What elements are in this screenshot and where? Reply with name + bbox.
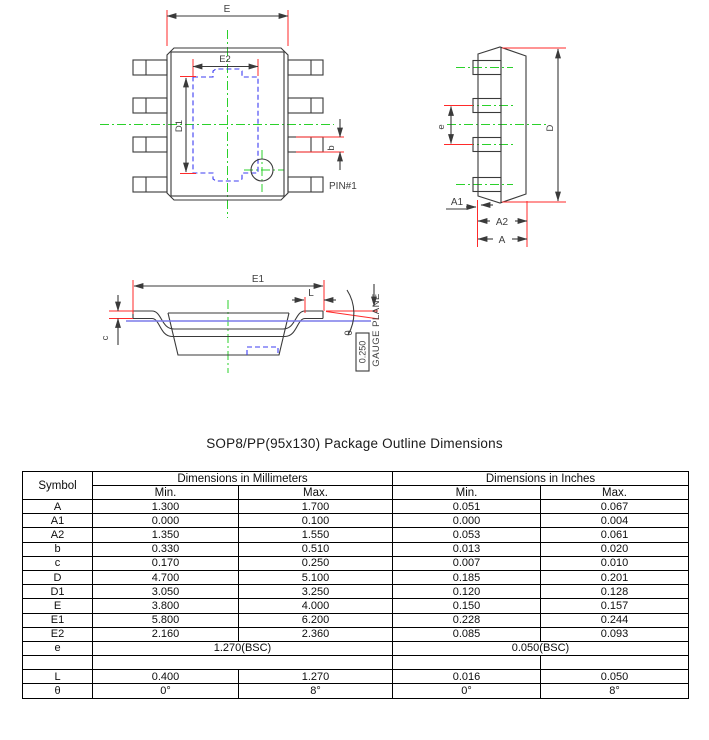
table-cell: 5.100 [239,570,393,584]
table-cell [23,656,93,670]
dim-label-D1: D1 [174,119,185,133]
table-cell: D [23,570,93,584]
pin1-label: PIN#1 [329,181,357,192]
table-cell: θ [23,684,93,698]
table-cell: 0.120 [393,585,541,599]
table-cell: 3.050 [93,585,239,599]
table-cell: 0.050 [541,670,689,684]
table-cell: 4.700 [93,570,239,584]
table-cell: 0.051 [393,500,541,514]
dim-label-theta: θ [344,330,355,336]
table-cell: 0.185 [393,570,541,584]
table-cell: 1.300 [93,500,239,514]
side-pins [473,61,501,192]
table-row [23,599,689,613]
table-cell: 0.330 [93,542,239,556]
table-cell: e [23,641,93,655]
table-cell [93,656,393,670]
dim-E-extensions [167,10,288,46]
table-cell: 1.550 [239,528,393,542]
dim-label-b: b [326,145,337,151]
table-cell: 6.200 [239,613,393,627]
table-cell: A [23,500,93,514]
table-row-e [23,641,689,655]
dim-label-A1: A1 [450,197,464,208]
dim-label-D: D [545,124,556,132]
table-cell: 0° [393,684,541,698]
dim-label-c: c [100,335,111,341]
hidden-feature-dashed [247,347,278,355]
table-cell: D1 [23,585,93,599]
table-cell: A1 [23,514,93,528]
table-cell: 2.360 [239,627,393,641]
left-pins [133,60,167,192]
table-row [23,613,689,627]
table-cell: 0.013 [393,542,541,556]
table-header-row [23,472,689,486]
side-view-drawing [436,47,566,247]
gauge-plane-label: GAUGE PLANE [371,293,382,367]
table-cell: L [23,670,93,684]
table-cell: 0.085 [393,627,541,641]
header-mm-max: Max. [239,486,393,500]
table-cell: 2.160 [93,627,239,641]
table-row [23,670,689,684]
dim-label-E2: E2 [219,54,231,65]
table-cell: 0.093 [541,627,689,641]
table-cell: 0.250 [239,556,393,570]
table-cell: 0.007 [393,556,541,570]
table-row-blank [23,656,689,670]
table-cell: 0.000 [393,514,541,528]
table-row [23,627,689,641]
header-in-group: Dimensions in Inches [393,472,689,486]
header-mm-group: Dimensions in Millimeters [93,472,393,486]
dim-c-extensions [109,311,133,319]
table-row [23,684,689,698]
table-row [23,514,689,528]
header-in-max: Max. [541,486,689,500]
table-cell: 8° [541,684,689,698]
right-pins [288,60,323,192]
table-cell: A2 [23,528,93,542]
dim-label-E: E [223,4,231,15]
table-subheader-row [23,486,689,500]
dim-label-L: L [308,288,314,299]
top-view-centerlines [100,30,334,218]
table-cell-bsc-mm: 1.270(BSC) [93,641,393,655]
table-cell: 1.270 [239,670,393,684]
table-cell: E1 [23,613,93,627]
table-cell: 0.000 [93,514,239,528]
page-title: SOP8/PP(95x130) Package Outline Dimensions [206,436,503,451]
table-cell: 0.150 [393,599,541,613]
table-cell: 0.510 [239,542,393,556]
table-cell: 0.244 [541,613,689,627]
table-row [23,528,689,542]
header-mm-min: Min. [93,486,239,500]
table-cell: 0.067 [541,500,689,514]
table-row [23,556,689,570]
dim-label-e: e [436,124,447,130]
table-cell [393,656,541,670]
table-row [23,500,689,514]
table-cell: 0.020 [541,542,689,556]
table-cell: 0.400 [93,670,239,684]
table-cell: 0.128 [541,585,689,599]
table-cell: 0.228 [393,613,541,627]
table-cell: 0.201 [541,570,689,584]
header-in-min: Min. [393,486,541,500]
dim-label-A: A [498,235,506,246]
gauge-value-label: 0.250 [357,340,368,364]
table-cell: 0.053 [393,528,541,542]
table-cell: 8° [239,684,393,698]
table-cell: 0.170 [93,556,239,570]
front-view-drawing [100,274,382,373]
top-view-drawing [100,4,357,218]
dim-label-E1: E1 [251,274,265,285]
table-cell: 0.010 [541,556,689,570]
dim-label-A2: A2 [495,217,509,228]
dimensions-table [22,471,689,699]
table-row [23,570,689,584]
table-cell-bsc-in: 0.050(BSC) [393,641,689,655]
table-cell: 0.061 [541,528,689,542]
header-symbol: Symbol [23,472,93,500]
table-cell: 1.350 [93,528,239,542]
table-cell: 4.000 [239,599,393,613]
table-cell: c [23,556,93,570]
table-cell: 3.800 [93,599,239,613]
table-cell: 5.800 [93,613,239,627]
table-row [23,585,689,599]
table-cell [541,656,689,670]
table-cell: 0.157 [541,599,689,613]
table-cell: b [23,542,93,556]
table-cell: 0.004 [541,514,689,528]
table-cell: E [23,599,93,613]
side-view-centerlines [447,68,549,185]
table-cell: 0° [93,684,239,698]
table-cell: 0.100 [239,514,393,528]
table-row [23,542,689,556]
table-cell: 0.016 [393,670,541,684]
table-cell: 1.700 [239,500,393,514]
table-cell: E2 [23,627,93,641]
table-cell: 3.250 [239,585,393,599]
